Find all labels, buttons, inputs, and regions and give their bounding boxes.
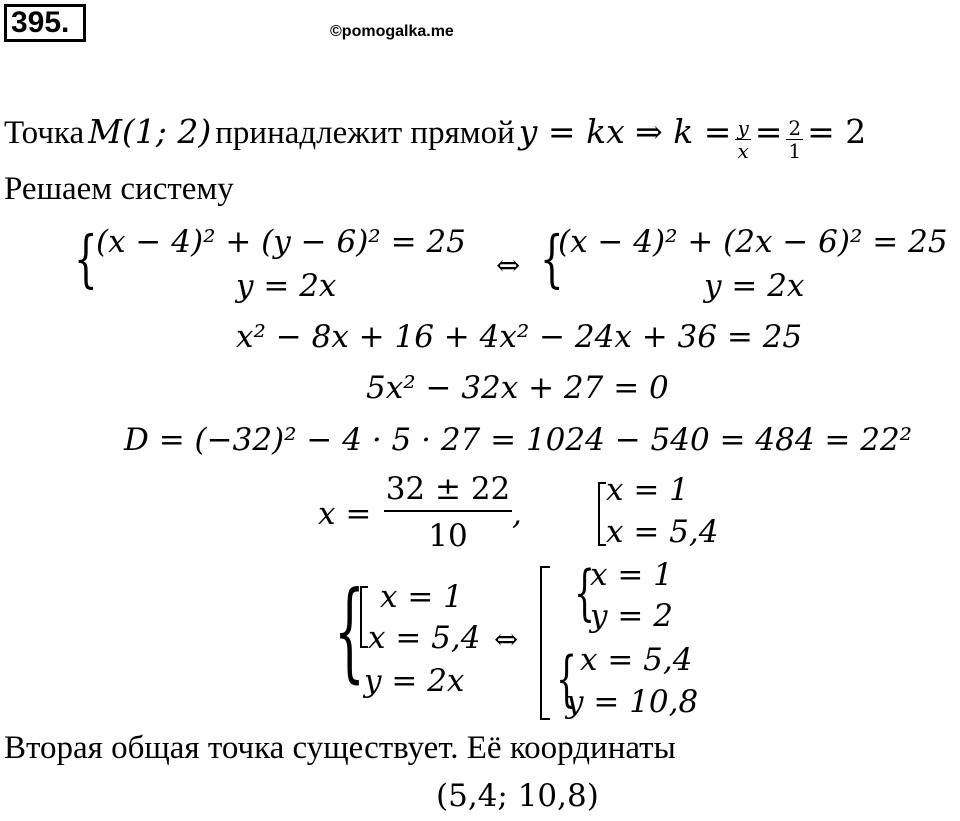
system2-r2-y: y = 10,8 (566, 684, 699, 720)
brace-r1: { (574, 558, 596, 628)
equation-discriminant: D = (−32)² − 4 · 5 · 27 = 1024 − 540 = 484 = 22² (124, 422, 913, 458)
brace-left-2: { (334, 569, 365, 694)
roots-comma: , (512, 496, 522, 532)
set-bracket-3 (540, 566, 550, 720)
system2-left-a: x = 1 (380, 579, 463, 615)
system1-right-top: (x − 4)² + (2x − 6)² = 25 (558, 224, 948, 260)
formula-point: M(1; 2) (88, 112, 212, 151)
brace-left-1: { (74, 222, 98, 295)
system2-r1-x: x = 1 (590, 557, 673, 593)
formula-k-result: = 2 (807, 112, 867, 151)
line-point-condition (4, 112, 866, 162)
text-point: Точка (4, 115, 85, 151)
roots-set-top: x = 1 (606, 472, 689, 508)
system1-left-top: (x − 4)² + (y − 6)² = 25 (96, 224, 466, 260)
equiv-sign-1: ⇔ (496, 248, 521, 282)
fraction-2-over-1: $\frac{2}{1}$ (788, 115, 802, 163)
system2-left-c: y = 2x (364, 663, 465, 699)
roots-lhs: x = (318, 496, 372, 532)
text-belongs: принадлежит прямой (215, 115, 515, 151)
equation-quadratic: 5x² − 32x + 27 = 0 (366, 370, 669, 406)
system1-right-bottom: y = 2x (704, 268, 805, 304)
brace-r2: { (556, 644, 578, 714)
roots-set-bottom: x = 5,4 (606, 514, 719, 550)
watermark: ©pomogalka.me (330, 23, 454, 40)
system2-r2-x: x = 5,4 (580, 642, 693, 678)
equiv-sign-2: ⇔ (494, 622, 519, 656)
system2-r1-y: y = 2 (590, 598, 673, 634)
roots-numerator: 32 ± 22 (384, 468, 512, 512)
answer-coordinates: (5,4; 10,8) (436, 778, 599, 814)
equals-sign: = (754, 112, 783, 151)
set-bracket-2 (360, 586, 368, 648)
system2-left-b: x = 5,4 (368, 620, 481, 656)
text-solve-system: Решаем систему (4, 171, 234, 207)
formula-line: y = kx ⇒ k = (518, 112, 732, 151)
equation-expanded: x² − 8x + 16 + 4x² − 24x + 36 = 25 (236, 319, 803, 355)
fraction-y-over-x: $\frac{y}{x}$ (737, 115, 749, 163)
brace-right-1: { (540, 222, 564, 295)
text-conclusion: Вторая общая точка существует. Её координаты (4, 730, 676, 766)
set-bracket-1 (598, 482, 606, 546)
system1-left-bottom: y = 2x (236, 268, 337, 304)
roots-denominator: 10 (428, 518, 468, 554)
problem-number: 395. (4, 4, 86, 42)
